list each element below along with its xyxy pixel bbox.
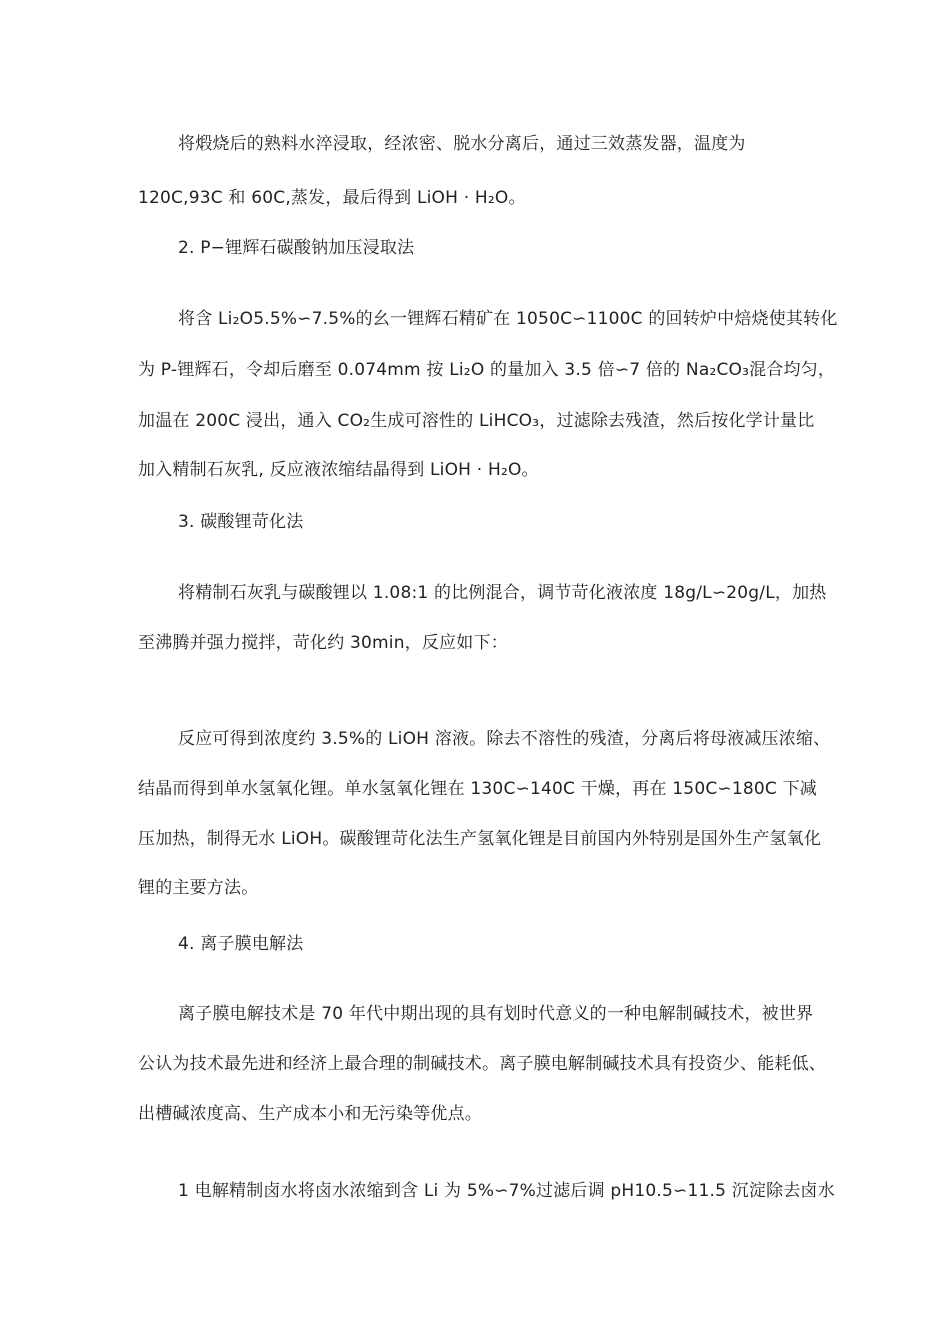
- paragraph-line: 锂的主要方法。: [138, 878, 259, 898]
- section-heading: 3. 碳酸锂苛化法: [178, 512, 304, 532]
- paragraph-line: 至沸腾并强力搅拌，苛化约 30min，反应如下：: [138, 633, 508, 653]
- section-heading: 2. P−锂辉石碳酸钠加压浸取法: [178, 238, 415, 258]
- paragraph-line: 120C,93C 和 60C,蒸发，最后得到 LiOH · H₂O。: [138, 188, 526, 208]
- paragraph-line: 结晶而得到单水氢氧化锂。单水氢氧化锂在 130C∽140C 干燥，再在 150C∽180C 下减: [138, 779, 817, 799]
- paragraph-line: 1 电解精制卤水将卤水浓缩到含 Li 为 5%∽7%过滤后调 pH10.5∽11.5 沉淀除去卤水: [178, 1181, 835, 1201]
- paragraph-line: 加温在 200C 浸出，通入 CO₂生成可溶性的 LiHCO₃，过滤除去残渣，然后按化学计量比: [138, 411, 815, 431]
- paragraph-line: 出槽碱浓度高、生产成本小和无污染等优点。: [138, 1104, 482, 1124]
- section-heading: 4. 离子膜电解法: [178, 934, 304, 954]
- paragraph-line: 将煅烧后的熟料水淬浸取，经浓密、脱水分离后，通过三效蒸发器，温度为: [178, 134, 746, 154]
- paragraph-line: 将含 Li₂O5.5%∽7.5%的幺一锂辉石精矿在 1050C∽1100C 的回转炉中焙烧使其转化: [178, 309, 838, 329]
- paragraph-line: 加入精制石灰乳, 反应液浓缩结晶得到 LiOH · H₂O。: [138, 460, 539, 480]
- paragraph-line: 离子膜电解技术是 70 年代中期出现的具有划时代意义的一种电解制碱技术，被世界: [178, 1004, 814, 1024]
- paragraph-line: 公认为技术最先进和经济上最合理的制碱技术。离子膜电解制碱技术具有投资少、能耗低、: [138, 1054, 826, 1074]
- paragraph-line: 反应可得到浓度约 3.5%的 LiOH 溶液。除去不溶性的残渣，分离后将母液减压浓缩、: [178, 729, 831, 749]
- paragraph-line: 为 P-锂辉石，令却后磨至 0.074mm 按 Li₂O 的量加入 3.5 倍∽7 倍的 Na₂CO₃混合均匀，: [138, 360, 836, 380]
- paragraph-line: 压加热，制得无水 LiOH。碳酸锂苛化法生产氢氧化锂是目前国内外特别是国外生产氢氧化: [138, 829, 822, 849]
- paragraph-line: 将精制石灰乳与碳酸锂以 1.08:1 的比例混合，调节苛化液浓度 18g/L∽20g/L，加热: [178, 583, 827, 603]
